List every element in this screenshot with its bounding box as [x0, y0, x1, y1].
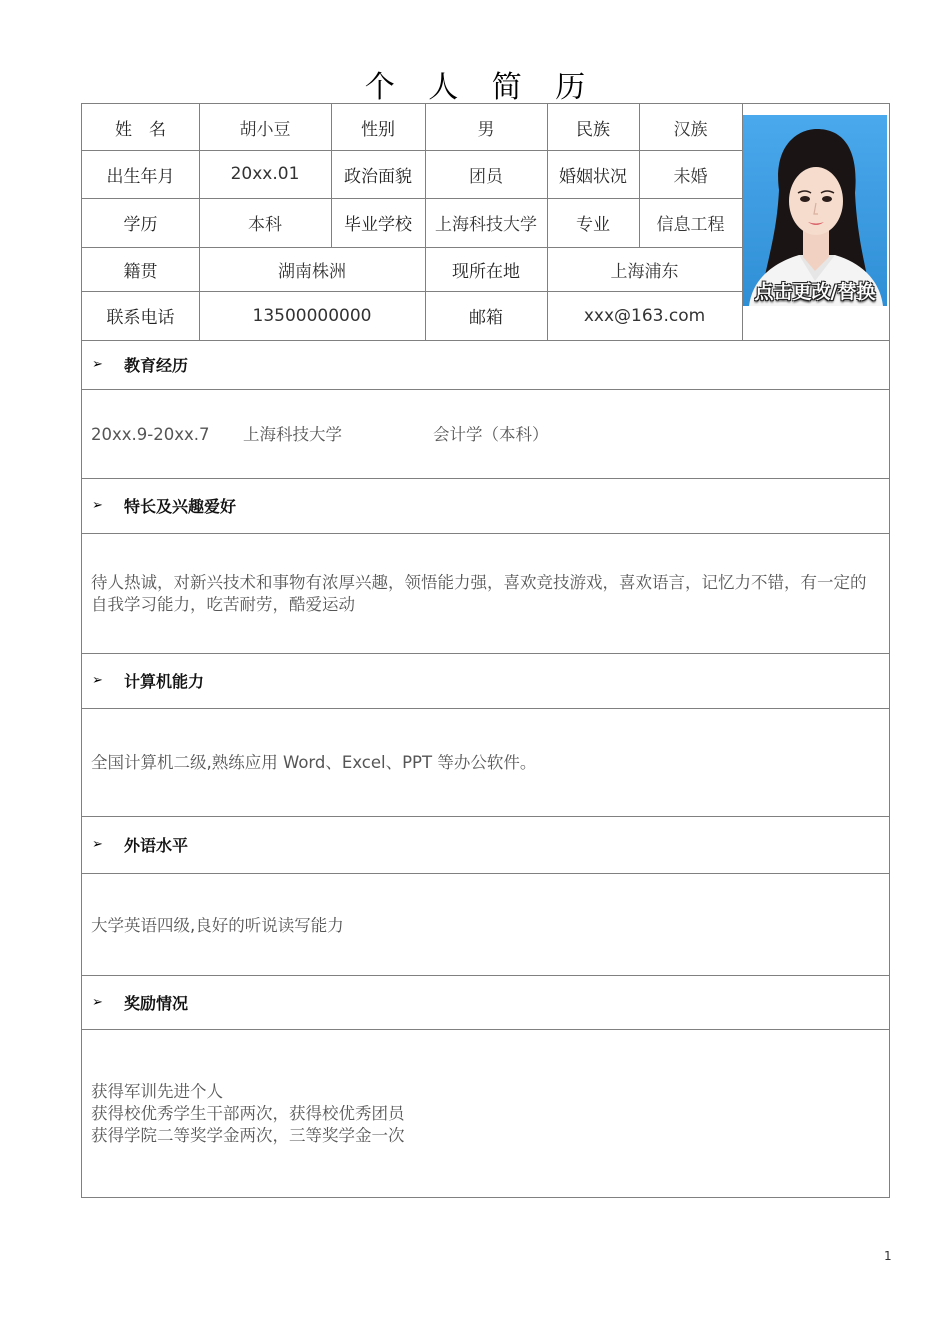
section-awards-heading: ➢ 奖励情况 — [82, 975, 889, 1029]
ethnicity-label: 民族 — [576, 119, 610, 140]
arrow-right-icon: ➢ — [92, 673, 103, 688]
education-school: 上海科技大学 — [243, 425, 342, 444]
email-value[interactable]: xxx@163.com — [583, 305, 706, 326]
major-value[interactable]: 信息工程 — [656, 215, 725, 235]
hometown-value[interactable]: 湖南株洲 — [278, 261, 346, 282]
school-label: 毕业学校 — [344, 215, 412, 235]
residence-value[interactable]: 上海浦东 — [610, 261, 679, 282]
hometown-label: 籍贯 — [123, 261, 158, 282]
award-item: 获得军训先进个人 — [91, 1082, 223, 1101]
residence-label: 现所在地 — [452, 261, 520, 282]
education-major: 会计学（本科） — [433, 425, 549, 444]
section-computer-heading: ➢ 计算机能力 — [82, 653, 889, 708]
gender-label: 性别 — [361, 119, 395, 140]
politics-value[interactable]: 团员 — [469, 166, 503, 187]
school-value[interactable]: 上海科技大学 — [435, 215, 537, 235]
education-value[interactable]: 本科 — [248, 215, 282, 235]
arrow-right-icon: ➢ — [92, 994, 103, 1010]
name-label: 姓 名 — [115, 119, 166, 140]
ethnicity-value[interactable]: 汉族 — [673, 119, 708, 140]
email-label: 邮箱 — [469, 308, 503, 328]
section-education-heading: ➢ 教育经历 — [82, 340, 889, 389]
name-value[interactable]: 胡小豆 — [239, 119, 291, 140]
arrow-right-icon: ➢ — [92, 357, 103, 372]
arrow-right-icon: ➢ — [92, 498, 103, 513]
arrow-right-icon: ➢ — [92, 837, 103, 852]
awards-list — [91, 1081, 881, 1147]
gender-value[interactable]: 男 — [477, 119, 495, 140]
phone-label: 联系电话 — [106, 308, 175, 328]
computer-text: 全国计算机二级,熟练应用 Word、Excel、PPT 等办公软件。 — [91, 753, 537, 772]
marital-value[interactable]: 未婚 — [673, 166, 708, 187]
hobbies-text: 待人热诚，对新兴技术和事物有浓厚兴趣，领悟能力强，喜欢竞技游戏，喜欢语言，记忆力不错，有一定的自我学习能力，吃苦耐劳，酷爱运动 — [91, 573, 867, 614]
phone-value[interactable]: 13500000000 — [252, 305, 372, 326]
award-item: 获得校优秀学生干部两次，获得校优秀团员 — [91, 1104, 405, 1123]
resume-sheet — [81, 103, 890, 1198]
page-number: 1 — [884, 1249, 892, 1263]
photo-replace-overlay[interactable]: 点击更改/替换 — [754, 281, 876, 303]
major-label: 专业 — [576, 215, 610, 235]
page-title: 个 人 简 历 — [364, 70, 598, 105]
section-hobbies-heading: ➢ 特长及兴趣爱好 — [82, 478, 889, 533]
section-language-heading: ➢ 外语水平 — [82, 816, 889, 873]
profile-photo[interactable] — [743, 115, 887, 306]
birth-label: 出生年月 — [106, 166, 175, 187]
birth-value[interactable]: 20xx.01 — [230, 164, 300, 184]
award-item: 获得学院二等奖学金两次，三等奖学金一次 — [91, 1126, 405, 1145]
marital-label: 婚姻状况 — [559, 166, 627, 187]
politics-label: 政治面貌 — [344, 166, 412, 187]
education-label: 学历 — [123, 215, 158, 235]
education-period: 20xx.9-20xx.7 — [91, 425, 210, 444]
language-text: 大学英语四级,良好的听说读写能力 — [91, 916, 344, 935]
education-entry — [91, 424, 881, 446]
